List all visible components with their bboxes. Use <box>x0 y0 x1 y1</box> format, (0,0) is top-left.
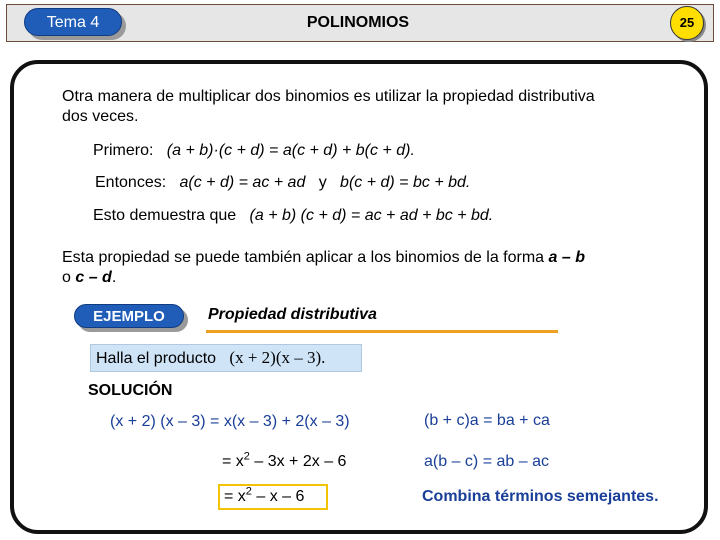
step2-c: – 3x + 2x – 6 <box>249 453 347 470</box>
solution-line-1-left: (x + 2) (x – 3) = x(x – 3) + 2(x – 3) <box>110 413 350 430</box>
solution-line-1-right: (b + c)a = ba + ca <box>424 412 550 429</box>
step3-exponent: 2 <box>245 485 252 498</box>
entonces-line <box>95 173 470 193</box>
also-o: o <box>62 269 71 286</box>
step2-exponent: 2 <box>243 450 250 463</box>
primero-label: Primero: <box>93 142 154 159</box>
ejemplo-badge[interactable]: EJEMPLO <box>74 304 184 328</box>
intro-line-2: dos veces. <box>62 108 139 125</box>
solution-line-3-left <box>218 484 328 510</box>
problem-text: Halla el producto <box>96 350 217 367</box>
solution-line-2-left <box>222 452 346 472</box>
solution-line-2-right: a(b – c) = ab – ac <box>424 453 549 470</box>
step3-a: = x <box>224 488 246 505</box>
tema-badge[interactable]: Tema 4 <box>24 8 122 36</box>
solution-label: SOLUCIÓN <box>88 382 173 399</box>
demuestra-expression: (a + b) (c + d) = ac + ad + bc + bd. <box>249 207 494 224</box>
demuestra-line <box>93 206 493 226</box>
example-title: Propiedad distributiva <box>208 306 377 323</box>
problem-expression: (x + 2)(x – 3). <box>229 348 326 367</box>
entonces-label: Entonces: <box>95 174 167 191</box>
solution-line-3-right: Combina términos semejantes. <box>422 488 659 505</box>
page-number: 25 <box>670 6 704 40</box>
content-frame <box>10 60 708 534</box>
also-expr-2: c – d <box>75 269 112 286</box>
intro-line-1: Otra manera de multiplicar dos binomios es utilizar la propiedad distributiva <box>62 88 595 105</box>
primero-line <box>93 141 415 161</box>
also-expr-1: a – b <box>548 249 585 266</box>
page-title: POLINOMIOS <box>306 14 410 31</box>
demuestra-label: Esto demuestra que <box>93 207 237 224</box>
step3-c: – x – 6 <box>251 488 305 505</box>
also-end: . <box>111 269 117 286</box>
entonces-expression-2: b(c + d) = bc + bd. <box>340 174 471 191</box>
entonces-expression-1: a(c + d) = ac + ad <box>179 174 306 191</box>
also-text: Esta propiedad se puede también aplicar a los binomios de la forma <box>62 249 545 266</box>
step2-a: = x <box>222 453 244 470</box>
also-line-1 <box>62 248 585 268</box>
problem-box <box>90 344 362 372</box>
example-underline <box>206 330 558 333</box>
primero-expression: (a + b)·(c + d) = a(c + d) + b(c + d). <box>166 142 415 159</box>
entonces-y: y <box>318 174 327 191</box>
also-line-2 <box>62 268 116 288</box>
